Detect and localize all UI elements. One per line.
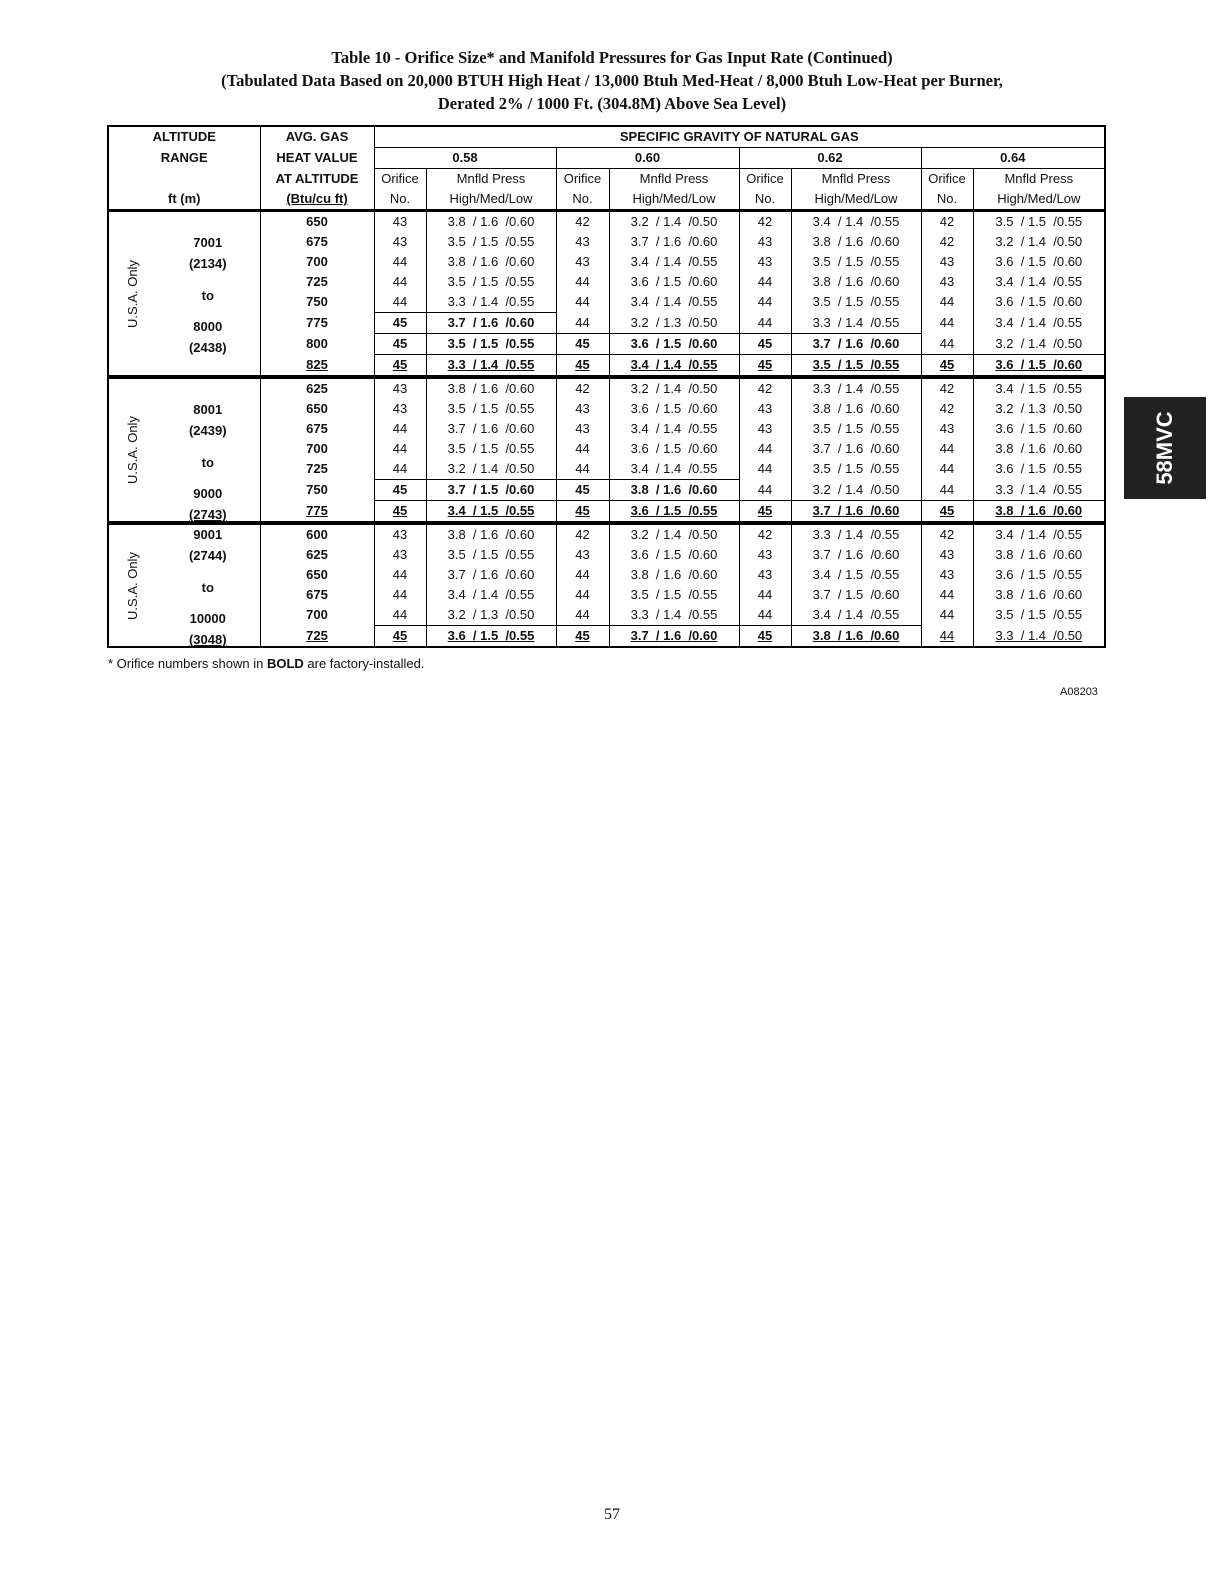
orifice-cell: 43 (556, 419, 609, 439)
orifice-cell: 43 (739, 399, 791, 419)
pressure-cell: 3.7 / 1.6 /0.60 (426, 419, 556, 439)
orifice-cell: 44 (374, 459, 426, 480)
pressure-cell: 3.5 / 1.5 /0.55 (791, 459, 921, 480)
altitude-range-line: 10000 (189, 611, 226, 626)
orifice-cell: 44 (374, 252, 426, 272)
pressure-cell: 3.8 / 1.6 /0.60 (995, 441, 1083, 456)
pressure-cell: 3.7 / 1.6 /0.60 (609, 232, 739, 252)
orifice-cell: 43 (374, 545, 426, 565)
orifice-cell: 44 (556, 605, 609, 626)
pressure-cell: 3.6 / 1.5 /0.60 (995, 294, 1083, 310)
header-sg-title: SPECIFIC GRAVITY OF NATURAL GAS (374, 126, 1105, 148)
region-label-text: U.S.A. Only (124, 551, 140, 620)
orifice-cell: 44 (739, 459, 791, 480)
pressure-cell: 3.2 / 1.4 /0.50 (995, 234, 1083, 249)
header-orifice: Orifice (739, 169, 791, 190)
pressure-cell: 3.3 / 1.4 /0.55 (791, 377, 921, 399)
altitude-range-line: (3048) (188, 632, 227, 647)
pressure-cell: 3.4 / 1.5 /0.55 (426, 501, 556, 524)
pressure-cell: 3.3 / 1.4 /0.55 (426, 355, 556, 378)
orifice-cell: 45 (556, 501, 609, 524)
pressure-cell: 3.4 / 1.4 /0.55 (791, 211, 921, 233)
pressure-cell: 3.5 / 1.5 /0.55 (426, 272, 556, 292)
pressure-cell: 3.8 / 1.6 /0.60 (791, 232, 921, 252)
heat-value-cell: 675 (260, 232, 374, 252)
pressure-cell: 3.4 / 1.4 /0.55 (609, 252, 739, 272)
orifice-cell: 45 (374, 334, 426, 355)
orifice-cell: 45 (921, 355, 973, 378)
orifice-cell: 42 (921, 523, 973, 545)
pressure-cell: 3.4 / 1.4 /0.55 (609, 459, 739, 480)
header-at-altitude: AT ALTITUDE (260, 169, 374, 190)
altitude-range-line: to (201, 287, 214, 303)
heat-value-cell: 625 (260, 545, 374, 565)
pressure-cell: 3.8 / 1.6 /0.60 (426, 211, 556, 233)
orifice-cell: 43 (374, 211, 426, 233)
header-mnfld: Mnfld Press (609, 169, 739, 190)
heat-value-cell: 750 (260, 292, 374, 313)
header-altitude: ALTITUDE (108, 126, 260, 148)
header-sg-062: 0.62 (739, 148, 921, 169)
orifice-cell: 43 (739, 545, 791, 565)
pressure-cell: 3.6 / 1.5 /0.55 (995, 461, 1083, 477)
orifice-cell: 44 (374, 272, 426, 292)
altitude-range (156, 523, 260, 647)
pressure-cell: 3.2 / 1.4 /0.50 (609, 523, 739, 545)
heat-value-cell: 675 (260, 419, 374, 439)
region-label (108, 211, 156, 378)
orifice-cell: 44 (374, 419, 426, 439)
pressure-cell: 3.6 / 1.5 /0.55 (609, 501, 739, 524)
orifice-cell: 42 (921, 211, 973, 233)
orifice-cell: 42 (921, 232, 973, 252)
header-no: No. (374, 189, 426, 211)
orifice-cell: 42 (556, 377, 609, 399)
altitude-range-line: 8001 (193, 402, 223, 417)
orifice-cell: 45 (739, 355, 791, 378)
orifice-cell: 43 (921, 419, 973, 439)
orifice-cell: 44 (556, 313, 609, 334)
orifice-cell: 44 (374, 565, 426, 585)
orifice-cell: 45 (739, 501, 791, 524)
pressure-cell: 3.7 / 1.6 /0.60 (791, 334, 921, 355)
altitude-range-line: to (201, 454, 214, 470)
pressure-cell: 3.2 / 1.4 /0.50 (426, 459, 556, 480)
pressure-cell: 3.4 / 1.4 /0.55 (973, 523, 1105, 545)
orifice-cell: 44 (921, 605, 973, 626)
orifice-cell: 43 (374, 232, 426, 252)
altitude-range-line: to (201, 579, 214, 595)
pressure-cell: 3.3 / 1.4 /0.50 (995, 627, 1083, 643)
pressure-cell: 3.5 / 1.5 /0.55 (791, 252, 921, 272)
orifice-cell: 44 (921, 480, 973, 501)
pressure-cell: 3.2 / 1.4 /0.50 (791, 480, 921, 501)
pressure-cell: 3.2 / 1.4 /0.50 (995, 335, 1083, 351)
pressure-cell: 3.4 / 1.4 /0.55 (995, 315, 1083, 330)
pressure-cell: 3.7 / 1.6 /0.60 (791, 545, 921, 565)
pressure-cell: 3.5 / 1.5 /0.55 (426, 399, 556, 419)
pressure-cell: 3.7 / 1.6 /0.60 (426, 565, 556, 585)
header-avg-gas: AVG. GAS (260, 126, 374, 148)
altitude-range-line: 9001 (193, 527, 223, 542)
header-sg-060: 0.60 (556, 148, 739, 169)
orifice-cell: 44 (556, 439, 609, 459)
pressure-cell: 3.7 / 1.6 /0.60 (791, 501, 921, 524)
title-line-3: Derated 2% / 1000 Ft. (304.8M) Above Sea Level) (437, 94, 787, 113)
orifice-cell: 43 (921, 545, 973, 565)
orifice-cell: 43 (739, 419, 791, 439)
orifice-cell: 43 (739, 252, 791, 272)
orifice-cell: 44 (921, 292, 973, 313)
region-label-text: U.S.A. Only (124, 416, 140, 484)
pressure-cell: 3.7 / 1.6 /0.60 (791, 439, 921, 459)
region-label-text: U.S.A. Only (124, 259, 140, 328)
heat-value-cell: 700 (260, 439, 374, 459)
header-orifice: Orifice (556, 169, 609, 190)
pressure-cell: 3.2 / 1.3 /0.50 (426, 605, 556, 626)
table-row (108, 523, 1105, 545)
header-mnfld: Mnfld Press (1004, 171, 1074, 186)
heat-value-cell: 775 (260, 313, 374, 334)
pressure-cell: 3.6 / 1.5 /0.60 (995, 421, 1083, 436)
header-orifice: Orifice (374, 169, 426, 190)
orifice-cell: 45 (374, 501, 426, 524)
orifice-cell: 44 (921, 459, 973, 480)
orifice-cell: 44 (556, 565, 609, 585)
orifice-cell: 45 (556, 480, 609, 501)
orifice-cell: 43 (921, 252, 973, 272)
orifice-cell: 43 (921, 565, 973, 585)
heat-value-cell: 625 (260, 377, 374, 399)
pressure-cell: 3.5 / 1.5 /0.55 (426, 334, 556, 355)
heat-value-cell: 650 (260, 399, 374, 419)
pressure-cell: 3.7 / 1.5 /0.60 (791, 585, 921, 605)
pressure-cell: 3.4 / 1.4 /0.55 (791, 605, 921, 626)
pressure-cell: 3.8 / 1.6 /0.60 (973, 501, 1105, 524)
heat-value-cell: 700 (260, 252, 374, 272)
pressure-cell: 3.5 / 1.5 /0.55 (995, 607, 1083, 623)
title-line-1: Table 10 - Orifice Size* and Manifold Pressures for Gas Input Rate (Continued) (331, 48, 893, 67)
altitude-range-line: (2744) (188, 548, 227, 563)
orifice-cell: 43 (739, 232, 791, 252)
orifice-cell: 44 (739, 585, 791, 605)
table-title (0, 46, 1224, 115)
page-number: 57 (604, 1506, 620, 1523)
orifice-cell: 42 (739, 377, 791, 399)
pressure-cell: 3.3 / 1.4 /0.55 (426, 292, 556, 313)
orifice-cell: 44 (374, 605, 426, 626)
pressure-cell: 3.5 / 1.5 /0.55 (426, 232, 556, 252)
heat-value-cell: 725 (260, 626, 374, 648)
pressure-cell: 3.8 / 1.6 /0.60 (791, 626, 921, 648)
pressure-cell: 3.2 / 1.4 /0.50 (609, 377, 739, 399)
orifice-cell: 45 (556, 626, 609, 648)
altitude-range-line: 8000 (193, 319, 223, 334)
side-tab-label: 58MVC (1152, 411, 1177, 485)
pressure-cell: 3.3 / 1.4 /0.55 (791, 313, 921, 334)
orifice-cell: 44 (374, 585, 426, 605)
header-sg-064: 0.64 (921, 148, 1105, 169)
orifice-cell: 45 (374, 355, 426, 378)
orifice-cell: 45 (921, 501, 973, 524)
orifice-cell: 45 (739, 626, 791, 648)
orifice-cell: 44 (374, 439, 426, 459)
heat-value-cell: 750 (260, 480, 374, 501)
orifice-cell: 45 (556, 355, 609, 378)
heat-value-cell: 700 (260, 605, 374, 626)
orifice-cell: 44 (921, 439, 973, 459)
orifice-cell: 43 (739, 565, 791, 585)
header-no: No. (921, 189, 973, 211)
pressure-cell: 3.6 / 1.5 /0.60 (609, 399, 739, 419)
pressure-cell: 3.8 / 1.6 /0.60 (995, 587, 1083, 602)
pressure-cell: 3.4 / 1.4 /0.55 (426, 585, 556, 605)
heat-value-cell: 650 (260, 565, 374, 585)
orifice-cell: 43 (374, 399, 426, 419)
orifice-cell: 42 (556, 211, 609, 233)
pressure-cell: 3.8 / 1.6 /0.60 (791, 272, 921, 292)
pressure-cell: 3.5 / 1.5 /0.55 (791, 292, 921, 313)
header-hml: High/Med/Low (426, 189, 556, 211)
pressure-cell: 3.6 / 1.5 /0.60 (609, 334, 739, 355)
orifice-cell: 43 (556, 252, 609, 272)
footnote-pre: * Orifice numbers shown in (108, 656, 267, 671)
orifice-cell: 43 (374, 523, 426, 545)
heat-value-cell: 725 (260, 272, 374, 292)
orifice-cell: 42 (556, 523, 609, 545)
altitude-range (156, 377, 260, 523)
orifice-cell: 44 (739, 313, 791, 334)
header-range: RANGE (108, 148, 260, 169)
pressure-cell: 3.6 / 1.5 /0.60 (609, 272, 739, 292)
footnote-post: are factory-installed. (303, 656, 425, 671)
pressure-cell: 3.5 / 1.5 /0.55 (995, 214, 1083, 229)
pressure-cell: 3.6 / 1.5 /0.55 (426, 626, 556, 648)
pressure-cell: 3.5 / 1.5 /0.55 (791, 355, 921, 378)
footnote-bold: BOLD (266, 656, 304, 671)
orifice-cell: 43 (556, 545, 609, 565)
header-no: No. (739, 189, 791, 211)
pressure-cell: 3.3 / 1.4 /0.55 (995, 481, 1083, 497)
pressure-cell: 3.2 / 1.3 /0.50 (995, 401, 1083, 416)
header-ftm: ft (m) (108, 189, 260, 211)
heat-value-cell: 775 (260, 501, 374, 524)
orifice-cell: 44 (739, 439, 791, 459)
orifice-cell: 44 (739, 292, 791, 313)
title-line-2: (Tabulated Data Based on 20,000 BTUH High Heat / 13,000 Btuh Med-Heat / 8,000 Btuh Low-Heat per Burner, (221, 71, 1003, 90)
orifice-cell: 44 (739, 605, 791, 626)
orifice-cell: 45 (374, 626, 426, 648)
pressure-cell: 3.6 / 1.5 /0.55 (995, 567, 1083, 582)
orifice-cell: 45 (556, 334, 609, 355)
pressure-cell: 3.7 / 1.6 /0.60 (426, 313, 556, 334)
pressure-cell: 3.6 / 1.5 /0.60 (973, 355, 1105, 378)
pressure-cell: 3.4 / 1.4 /0.55 (609, 292, 739, 313)
pressure-cell: 3.3 / 1.4 /0.55 (609, 605, 739, 626)
orifice-cell: 44 (921, 313, 973, 334)
pressure-cell: 3.7 / 1.6 /0.60 (609, 626, 739, 648)
orifice-cell: 44 (556, 272, 609, 292)
pressure-cell: 3.4 / 1.5 /0.55 (973, 377, 1105, 399)
altitude-range (156, 211, 260, 378)
pressure-cell: 3.8 / 1.6 /0.60 (609, 480, 739, 501)
header-mnfld: Mnfld Press (426, 169, 556, 190)
heat-value-cell: 725 (260, 459, 374, 480)
altitude-range-line: (2439) (188, 423, 227, 438)
region-label (108, 377, 156, 523)
table-row (108, 211, 1105, 233)
heat-value-cell: 675 (260, 585, 374, 605)
header-hml: High/Med/Low (791, 189, 921, 211)
region-label (108, 523, 156, 647)
header-mnfld: Mnfld Press (791, 169, 921, 190)
orifice-cell: 43 (556, 232, 609, 252)
orifice-pressure-table (107, 125, 1106, 648)
header-no: No. (556, 189, 609, 211)
altitude-range-line: 9000 (193, 486, 223, 501)
orifice-cell: 44 (556, 292, 609, 313)
pressure-cell: 3.6 / 1.5 /0.60 (995, 254, 1083, 269)
header-units: (Btu/cu ft) (260, 189, 374, 211)
heat-value-cell: 600 (260, 523, 374, 545)
orifice-cell: 45 (374, 313, 426, 334)
heat-value-cell: 800 (260, 334, 374, 355)
header-sg-058: 0.58 (374, 148, 556, 169)
heat-value-cell: 825 (260, 355, 374, 378)
header-heat-value: HEAT VALUE (260, 148, 374, 169)
pressure-cell: 3.2 / 1.3 /0.50 (609, 313, 739, 334)
pressure-cell: 3.8 / 1.6 /0.60 (426, 377, 556, 399)
orifice-cell: 42 (739, 211, 791, 233)
orifice-cell: 44 (374, 292, 426, 313)
pressure-cell: 3.5 / 1.5 /0.55 (426, 545, 556, 565)
pressure-cell: 3.8 / 1.6 /0.60 (426, 523, 556, 545)
header-hml: High/Med/Low (609, 189, 739, 211)
orifice-cell: 42 (921, 377, 973, 399)
orifice-cell: 43 (921, 272, 973, 292)
altitude-range-line: (2438) (188, 340, 227, 355)
pressure-cell: 3.8 / 1.6 /0.60 (995, 547, 1083, 562)
pressure-cell: 3.4 / 1.4 /0.55 (609, 419, 739, 439)
side-tab (1124, 397, 1206, 499)
orifice-cell: 45 (739, 334, 791, 355)
pressure-cell: 3.8 / 1.6 /0.60 (426, 252, 556, 272)
pressure-cell: 3.4 / 1.4 /0.55 (995, 274, 1083, 289)
header-orifice: Orifice (921, 169, 973, 190)
pressure-cell: 3.4 / 1.5 /0.55 (791, 565, 921, 585)
orifice-cell: 42 (739, 523, 791, 545)
altitude-range-line: 7001 (193, 235, 223, 250)
orifice-cell: 44 (739, 480, 791, 501)
orifice-cell: 43 (556, 399, 609, 419)
header-hml: High/Med/Low (997, 191, 1081, 206)
table-row (108, 377, 1105, 399)
altitude-range-line: (2134) (188, 256, 227, 271)
heat-value-cell: 650 (260, 211, 374, 233)
altitude-range-line: (2743) (188, 507, 227, 522)
pressure-cell: 3.3 / 1.4 /0.55 (791, 523, 921, 545)
pressure-cell: 3.5 / 1.5 /0.55 (609, 585, 739, 605)
orifice-cell: 45 (374, 480, 426, 501)
orifice-cell: 44 (921, 334, 973, 355)
orifice-cell: 42 (921, 399, 973, 419)
pressure-cell: 3.6 / 1.5 /0.60 (609, 545, 739, 565)
pressure-cell: 3.6 / 1.5 /0.60 (609, 439, 739, 459)
pressure-cell: 3.8 / 1.6 /0.60 (609, 565, 739, 585)
orifice-cell: 44 (921, 626, 973, 648)
footnote (108, 656, 424, 671)
pressure-cell: 3.5 / 1.5 /0.55 (426, 439, 556, 459)
orifice-cell: 43 (374, 377, 426, 399)
pressure-cell: 3.5 / 1.5 /0.55 (791, 419, 921, 439)
pressure-cell: 3.7 / 1.5 /0.60 (426, 480, 556, 501)
orifice-cell: 44 (739, 272, 791, 292)
figure-code: A08203 (1060, 686, 1098, 698)
pressure-cell: 3.8 / 1.6 /0.60 (791, 399, 921, 419)
orifice-cell: 44 (921, 585, 973, 605)
orifice-cell: 44 (556, 585, 609, 605)
pressure-cell: 3.2 / 1.4 /0.50 (609, 211, 739, 233)
pressure-cell: 3.4 / 1.4 /0.55 (609, 355, 739, 378)
orifice-cell: 44 (556, 459, 609, 480)
